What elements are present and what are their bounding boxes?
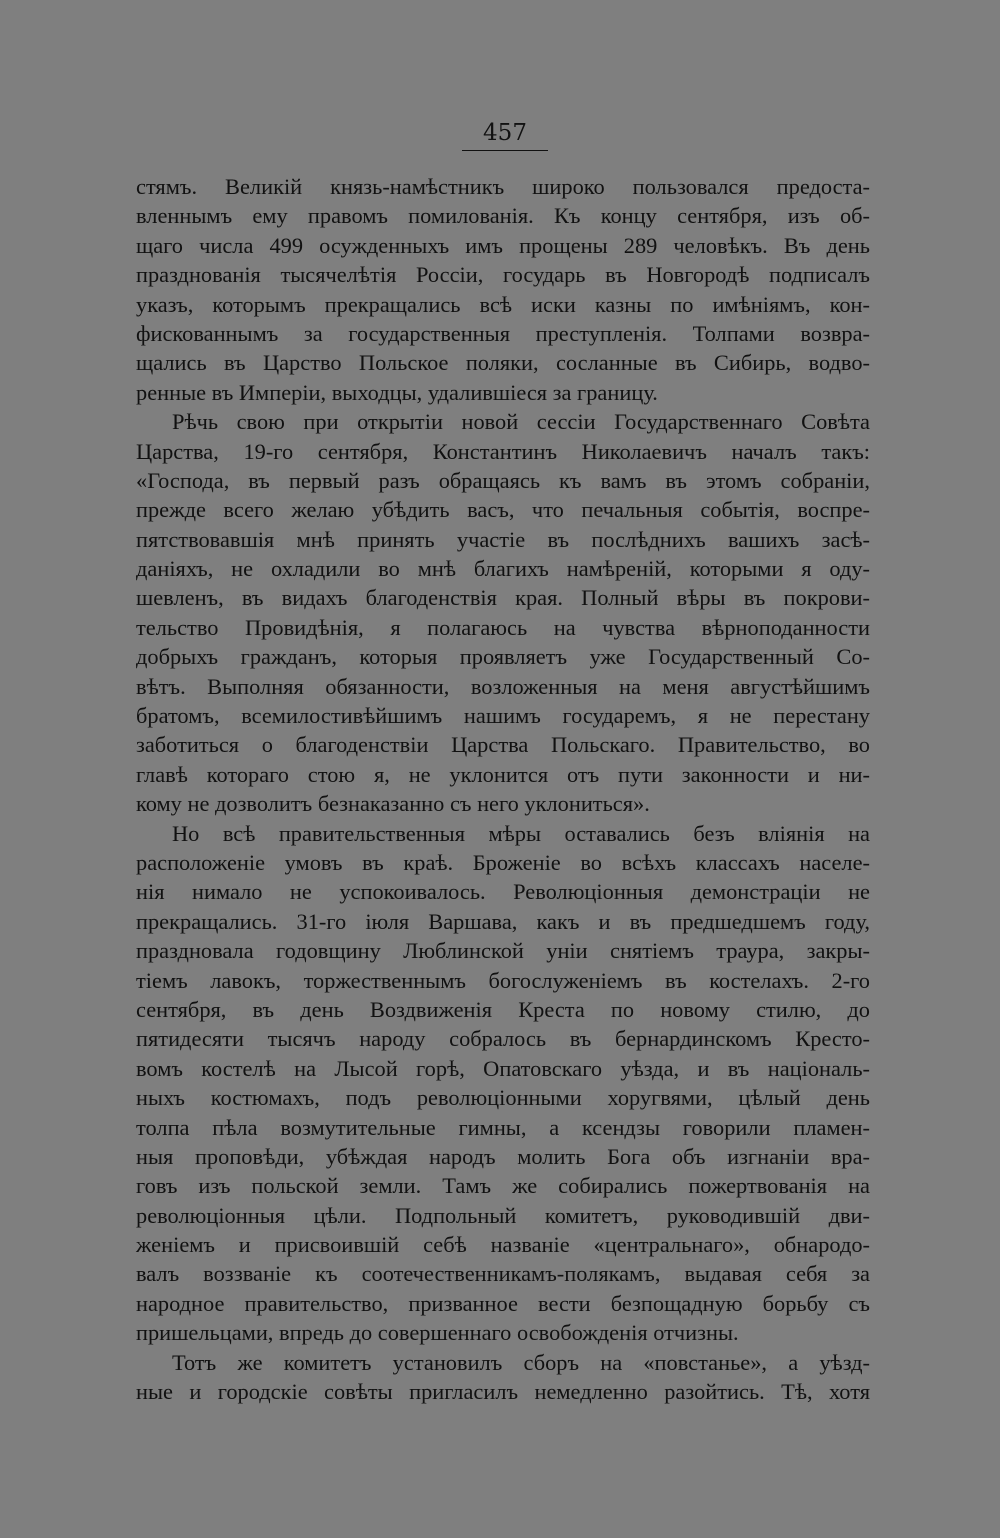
text-line: праздновала годовщину Люблинской уніи снятіемъ траура, закры- [136, 938, 870, 964]
text-line: говъ изъ польской земли. Тамъ же собирались пожертвованія на [136, 1173, 870, 1199]
text-line: пришельцами, впредь до совершеннаго освобожденія отчизны. [136, 1320, 739, 1346]
text-line: вѣтъ. Выполняя обязанности, возложенныя на меня августѣйшимъ [136, 673, 870, 699]
text-line: сентября, въ день Воздвиженія Креста по новому стилю, до [136, 996, 870, 1022]
paragraph [136, 407, 870, 818]
text-line: братомъ, всемилостивѣйшимъ нашимъ государемъ, я не перестану [136, 703, 870, 729]
text-line: вленнымъ ему правомъ помилованія. Къ концу сентября, изъ об- [136, 203, 870, 229]
text-line: валъ воззваніе къ соотечественникамъ-полякамъ, выдавая себя за [136, 1261, 870, 1287]
text-line: щались въ Царство Польское поляки, сосланные въ Сибирь, водво- [136, 350, 870, 376]
text-line: заботиться о благоденствіи Царства Польскаго. Правительство, во [136, 732, 870, 758]
body-text [136, 172, 870, 1406]
text-line: прекращались. 31-го іюля Варшава, какъ и въ предшедшемъ году, [136, 908, 870, 934]
text-line: пятидесяти тысячъ народу собралось въ бернардинскомъ Кресто- [136, 1026, 870, 1052]
text-line: расположеніе умовъ въ краѣ. Броженіе во всѣхъ классахъ населе- [136, 849, 870, 875]
text-line: тіемъ лавокъ, торжественнымъ богослуженіемъ въ костелахъ. 2-го [136, 967, 870, 993]
text-line: шевленъ, въ видахъ благоденствія края. Полный вѣры въ покрови- [136, 585, 870, 611]
text-line: Тотъ же комитетъ установилъ сборъ на «повстанье», а уѣзд- [172, 1349, 870, 1375]
text-line: революціонныя цѣли. Подпольный комитетъ, руководившій дви- [136, 1202, 870, 1228]
text-line: прежде всего желаю убѣдить васъ, что печальныя событія, воспре- [136, 497, 870, 523]
text-line: кому не дозволитъ безнаказанно съ него уклониться». [136, 791, 650, 817]
text-line: «Господа, въ первый разъ обращаясь къ вамъ въ этомъ собраніи, [136, 467, 870, 493]
paragraph [136, 819, 870, 1348]
text-line: Но всѣ правительственныя мѣры оставались безъ вліянія на [172, 820, 870, 846]
text-line: Царства, 19-го сентября, Константинъ Николаевичъ началъ такъ: [136, 438, 870, 464]
text-line: народное правительство, призванное вести безпощадную борьбу съ [136, 1290, 870, 1316]
text-line: пятствовавшія мнѣ принять участіе въ послѣднихъ вашихъ засѣ- [136, 526, 870, 552]
text-line: Рѣчь свою при открытіи новой сессіи Государственнаго Совѣта [172, 409, 870, 435]
text-line: женіемъ и присвоившій себѣ названіе «центральнаго», обнародо- [136, 1232, 870, 1258]
text-line: нія нимало не успокоивалось. Революціонныя демонстраціи не [136, 879, 870, 905]
paragraph [136, 1348, 870, 1407]
text-line: ные и городскіе совѣты пригласилъ немедленно разойтись. Тѣ, хотя [136, 1379, 870, 1405]
text-line: ныхъ костюмахъ, подъ революціонными хоругвями, цѣлый день [136, 1085, 870, 1111]
text-line: ныя проповѣди, убѣждая народъ молить Бога объ изгнаніи вра- [136, 1143, 870, 1169]
text-line: празднованія тысячелѣтія Россіи, государь въ Новгородѣ подписалъ [136, 262, 870, 288]
text-line: тельство Провидѣнія, я полагаюсь на чувства вѣрноподанности [136, 614, 870, 640]
page-number-rule [462, 150, 548, 151]
text-line: главѣ котораго стою я, не уклонится отъ пути законности и ни- [136, 761, 870, 787]
text-line: указъ, которымъ прекращались всѣ иски казны по имѣніямъ, кон- [136, 291, 870, 317]
text-line: даніяхъ, не охладили во мнѣ благихъ намѣреній, которыми я оду- [136, 556, 870, 582]
paragraph [136, 172, 870, 407]
page-number: 457 [483, 120, 527, 146]
text-line: толпа пѣла возмутительные гимны, а ксендзы говорили пламен- [136, 1114, 870, 1140]
text-line: фискованнымъ за государственныя преступленія. Толпами возвра- [136, 320, 870, 346]
text-line: добрыхъ гражданъ, которыя проявляетъ уже Государственный Со- [136, 644, 870, 670]
text-line: вомъ костелѣ на Лысой горѣ, Опатовскаго уѣзда, и въ національ- [136, 1055, 870, 1081]
text-line: щаго числа 499 осужденныхъ имъ прощены 289 человѣкъ. Въ день [136, 232, 870, 258]
text-line: ренные въ Имперіи, выходцы, удалившіеся за границу. [136, 379, 658, 405]
text-line: стямъ. Великій князь-намѣстникъ широко пользовался предоста- [136, 174, 870, 199]
